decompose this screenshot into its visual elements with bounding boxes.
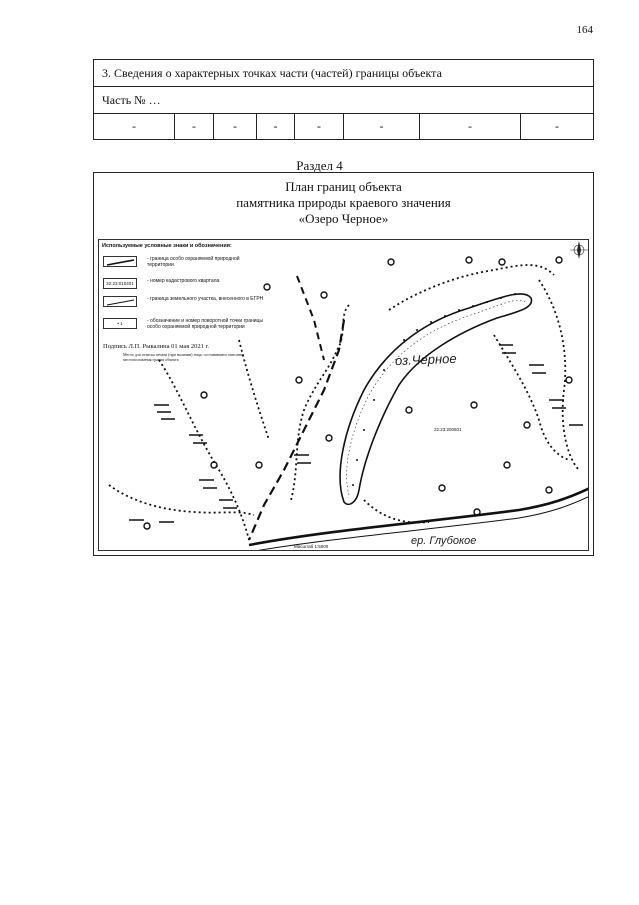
table-cell: - — [521, 114, 594, 140]
legend-text: - обозначение и номер поворотной точки границы особо охраняемой природной территории — [147, 318, 263, 330]
legend-swatch — [103, 256, 137, 267]
legend-text: - граница особо охраняемой природной территории — [147, 256, 240, 268]
cadastral-label: 22:23:200501 — [434, 427, 462, 432]
table-heading: 3. Сведения о характерных точках части (частей) границы объекта — [94, 60, 594, 87]
road-label: ер. Глубокое — [411, 535, 477, 547]
plan-frame — [93, 172, 594, 556]
signature-line: Подпись Л.П. Рыкалина 01 мая 2021 г. — [103, 343, 210, 350]
table-cell: - — [420, 114, 521, 140]
plan-title-line3: «Озеро Черное» — [298, 211, 389, 226]
legend-swatch: • 1 — [103, 318, 137, 329]
boundary-points-table — [93, 59, 594, 140]
table-cell: - — [257, 114, 295, 140]
plan-title-line1: План границ объекта — [285, 179, 402, 194]
table-cell: - — [94, 114, 175, 140]
boundary-dashed-line — [249, 320, 344, 540]
page-number: 164 — [576, 24, 593, 36]
legend-text: - граница земельного участка, внесенного в ЕГРН — [147, 296, 264, 302]
legend-swatch: 22:23:010401 — [103, 278, 137, 289]
table-cell: - — [344, 114, 420, 140]
map-drawing — [99, 240, 589, 551]
table-row — [94, 114, 594, 140]
north-arrow-icon — [570, 241, 588, 259]
scale-label: Масштаб 1:5000 — [294, 544, 329, 549]
plan-title — [94, 179, 593, 227]
boundary-map — [98, 239, 589, 551]
section-title: Раздел 4 — [296, 158, 343, 173]
table-cell: - — [214, 114, 257, 140]
vegetation-hatching — [129, 345, 583, 522]
legend-text: - номер кадастрового квартала — [147, 278, 220, 284]
plan-title-line2: памятника природы краевого значения — [236, 195, 451, 210]
lake-outline — [340, 294, 531, 504]
legend-title: Используемые условные знаки и обозначения: — [102, 243, 232, 249]
signature-note: Место для оттиска печати (при наличии) лица, составившего описание местоположения границ объекта — [123, 352, 244, 362]
lake-label: оз.Черное — [394, 350, 457, 369]
table-cell: - — [175, 114, 214, 140]
legend-swatch — [103, 296, 137, 307]
part-label: Часть № … — [94, 87, 594, 114]
table-cell: - — [295, 114, 344, 140]
